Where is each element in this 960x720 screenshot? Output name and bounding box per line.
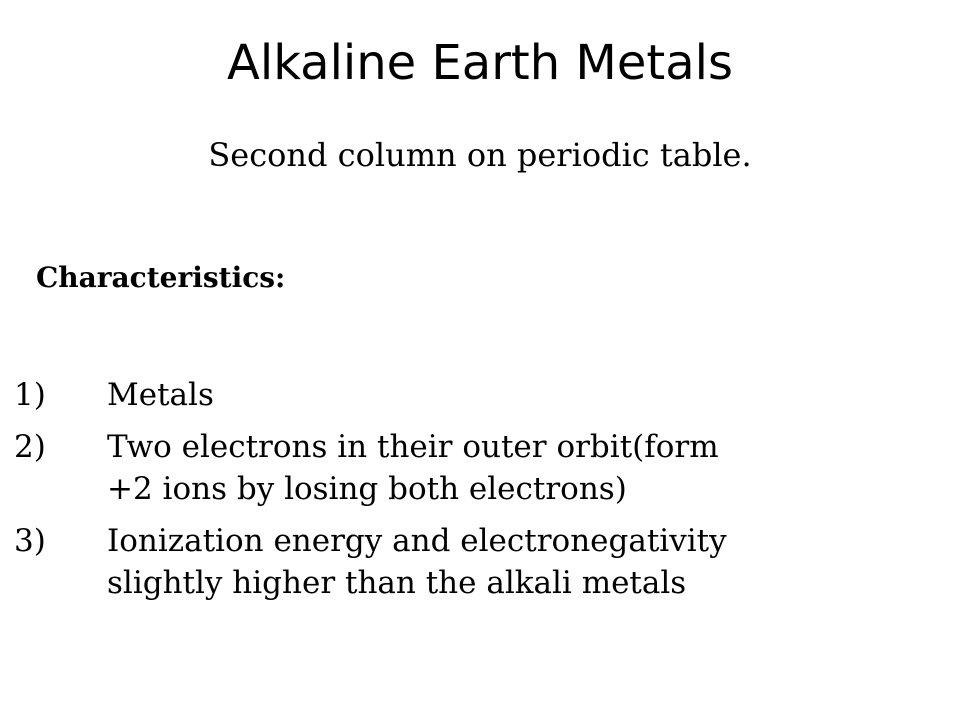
list-item: [0, 520, 960, 604]
list-item-number: 1): [14, 377, 46, 413]
list-item-text: [107, 426, 947, 510]
slide-subtitle: Second column on periodic table.: [208, 136, 752, 174]
list-item: [0, 426, 960, 510]
slide-title: Alkaline Earth Metals: [227, 35, 733, 91]
list-item-line: +2 ions by losing both electrons): [107, 471, 627, 507]
list-item-line: Two electrons in their outer orbit(form: [107, 429, 719, 465]
characteristics-heading: Characteristics:: [36, 261, 286, 294]
list-item-number: 3): [14, 523, 46, 559]
list-item-line: Metals: [107, 377, 214, 413]
characteristics-list: [0, 374, 960, 614]
list-item-text: [107, 520, 947, 604]
list-item-number: 2): [14, 429, 46, 465]
list-item-line: Ionization energy and electronegativity: [107, 523, 727, 559]
list-item-text: [107, 374, 947, 416]
list-item: [0, 374, 960, 416]
list-item-line: slightly higher than the alkali metals: [107, 565, 687, 601]
